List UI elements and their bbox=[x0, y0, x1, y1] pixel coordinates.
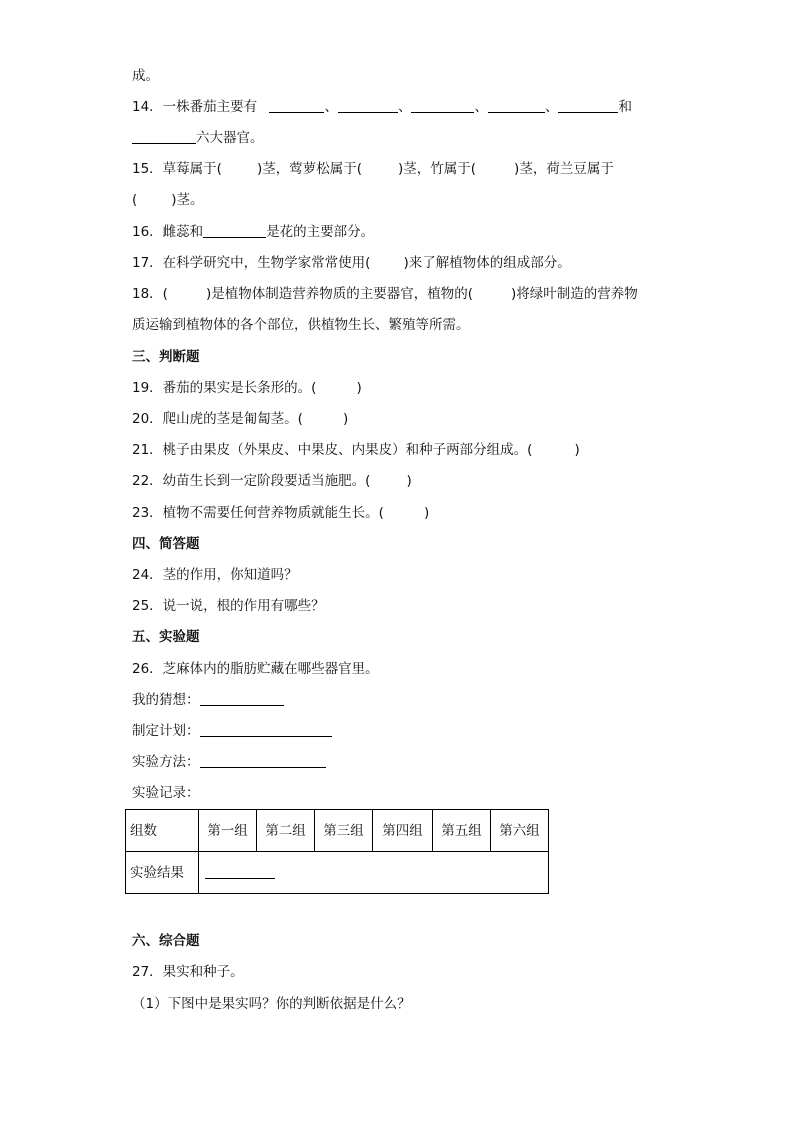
q13-tail bbox=[132, 67, 159, 85]
q18-part-2: )是植物体制造营养物质的主要器官，植物的( bbox=[205, 286, 473, 302]
method-blank[interactable] bbox=[200, 753, 326, 768]
q18-part-1: 18．( bbox=[132, 286, 168, 302]
q20-close: ) bbox=[342, 411, 349, 427]
q16-part-1: 16．雌蕊和 bbox=[132, 224, 204, 240]
table-row bbox=[126, 810, 549, 852]
guess-label: 我的猜想： bbox=[132, 692, 200, 708]
q18-part-3: )将绿叶制造的营养物 bbox=[511, 286, 638, 302]
q14-text: 14．一株番茄主要有 bbox=[132, 99, 258, 115]
q14-sep-1: 、 bbox=[324, 99, 338, 115]
q14-tail: 六大器官。 bbox=[196, 130, 264, 146]
question-25: 25．说一说，根的作用有哪些？ bbox=[132, 598, 325, 614]
question-19 bbox=[132, 379, 362, 397]
plan-blank[interactable] bbox=[200, 722, 332, 737]
guess-blank[interactable] bbox=[200, 691, 284, 706]
q14-line-2 bbox=[132, 129, 264, 147]
section-5-heading: 五、实验题 bbox=[132, 629, 200, 645]
table-col-2: 第二组 bbox=[257, 810, 315, 852]
table-col-3: 第三组 bbox=[315, 810, 373, 852]
question-17 bbox=[132, 254, 571, 272]
q19-text: 19．番茄的果实是长条形的。( bbox=[132, 380, 317, 396]
question-16 bbox=[132, 223, 374, 241]
q22-close: ) bbox=[406, 473, 412, 489]
q23-close: ) bbox=[423, 505, 430, 521]
q14-sep-2: 、 bbox=[397, 99, 412, 115]
question-24: 24．茎的作用，你知道吗？ bbox=[132, 567, 298, 583]
record-label: 实验记录： bbox=[132, 785, 200, 801]
question-27: 27．果实和种子。 bbox=[132, 964, 244, 980]
q22-text: 22．幼苗生长到一定阶段要适当施肥。( bbox=[132, 473, 371, 489]
table-col-1: 第一组 bbox=[199, 810, 257, 852]
q13-tail-text: 成。 bbox=[132, 68, 159, 84]
q14-blank-3[interactable] bbox=[411, 98, 474, 113]
q15-part-2: )茎，莺萝松属于( bbox=[256, 161, 362, 177]
question-27-1: （1）下图中是果实吗？你的判断依据是什么？ bbox=[132, 996, 411, 1012]
question-20 bbox=[132, 410, 348, 428]
q19-close: ) bbox=[356, 380, 362, 396]
result-label: 实验结果 bbox=[126, 852, 199, 894]
table-col-5: 第五组 bbox=[433, 810, 491, 852]
q15-part-5: ( bbox=[132, 192, 138, 208]
q21-text: 21．桃子由果皮（外果皮、中果皮、内果皮）和种子两部分组成。( bbox=[132, 442, 533, 458]
plan-row bbox=[132, 722, 332, 740]
question-26: 26．芝麻体内的脂肪贮藏在哪些器官里。 bbox=[132, 661, 379, 677]
section-4-heading: 四、简答题 bbox=[132, 536, 200, 552]
method-row bbox=[132, 753, 326, 771]
method-label: 实验方法： bbox=[132, 754, 200, 770]
q14-and: 和 bbox=[618, 99, 632, 115]
q18-line-2 bbox=[132, 316, 470, 334]
guess-row bbox=[132, 691, 284, 709]
section-3-heading: 三、判断题 bbox=[132, 349, 200, 365]
q15-part-1: 15．草莓属于( bbox=[132, 161, 222, 177]
q14-blank-2[interactable] bbox=[338, 98, 398, 113]
q16-blank[interactable] bbox=[203, 223, 266, 238]
q15-part-4: )茎，荷兰豆属于 bbox=[514, 161, 614, 177]
q20-text: 20．爬山虎的茎是匍匐茎。( bbox=[132, 411, 303, 427]
section-6-heading: 六、综合题 bbox=[132, 933, 200, 949]
q15-part-6: )茎。 bbox=[171, 192, 204, 208]
table-header-cell: 组数 bbox=[126, 810, 199, 852]
result-cell bbox=[199, 852, 549, 894]
table-col-6: 第六组 bbox=[491, 810, 549, 852]
q14-blank-5[interactable] bbox=[558, 98, 618, 113]
question-23 bbox=[132, 504, 429, 522]
question-21 bbox=[132, 441, 580, 459]
q15-line-2 bbox=[132, 191, 204, 209]
question-15 bbox=[132, 160, 614, 178]
question-22 bbox=[132, 472, 412, 490]
q14-sep-3: 、 bbox=[474, 99, 488, 115]
q14-blank-6[interactable] bbox=[132, 129, 196, 144]
q23-text: 23．植物不需要任何营养物质就能生长。( bbox=[132, 505, 384, 521]
q18-part-4: 质运输到植物体的各个部位，供植物生长、繁殖等所需。 bbox=[132, 317, 470, 333]
q15-part-3: )茎，竹属于( bbox=[398, 161, 477, 177]
q17-part-1: 17．在科学研究中，生物学家常常使用( bbox=[132, 255, 371, 271]
q14-sep-4: 、 bbox=[544, 99, 559, 115]
q21-close: ) bbox=[574, 442, 580, 458]
q14-blank-4[interactable] bbox=[488, 98, 545, 113]
table-row bbox=[126, 852, 549, 894]
q16-part-2: 是花的主要部分。 bbox=[266, 224, 375, 240]
record-table bbox=[125, 809, 549, 894]
question-14 bbox=[132, 98, 632, 116]
q14-blank-1[interactable] bbox=[269, 98, 324, 113]
question-18 bbox=[132, 285, 638, 303]
table-col-4: 第四组 bbox=[373, 810, 433, 852]
result-blank[interactable] bbox=[205, 864, 275, 879]
plan-label: 制定计划： bbox=[132, 723, 200, 739]
q17-part-2: )来了解植物体的组成部分。 bbox=[403, 255, 571, 271]
